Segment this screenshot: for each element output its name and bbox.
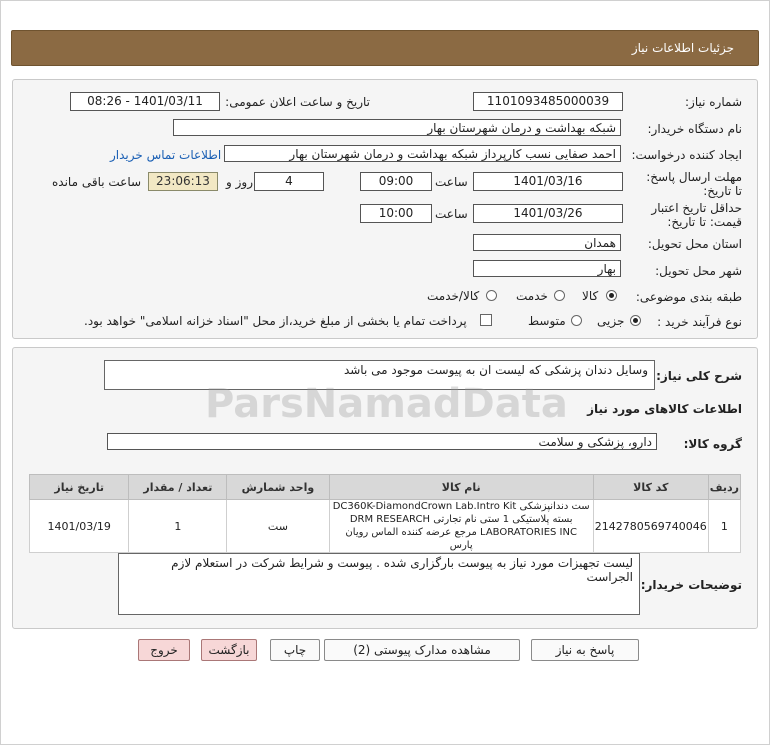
goods-group-label: گروه کالا: — [683, 437, 742, 451]
table-row — [30, 500, 741, 553]
creator-label: ایجاد کننده درخواست: — [631, 148, 742, 162]
contact-info-link[interactable]: اطلاعات تماس خریدار — [110, 148, 222, 162]
province-label: استان محل تحویل: — [647, 237, 742, 251]
col-unit: واحد شمارش — [227, 475, 329, 500]
print-button[interactable]: چاپ — [270, 639, 320, 661]
validity-time: 10:00 — [360, 204, 432, 223]
treasury-payment-checkbox[interactable] — [480, 314, 492, 326]
col-row: ردیف — [708, 475, 740, 500]
remaining-time-field: 23:06:13 — [148, 172, 218, 191]
category-radio-service[interactable] — [554, 290, 565, 301]
buyer-label: نام دستگاه خریدار: — [647, 122, 742, 136]
need-number-field: 1101093485000039 — [473, 92, 623, 111]
days-field: 4 — [254, 172, 324, 191]
category-radio-goods-service[interactable] — [486, 290, 497, 301]
city-field: بهار — [473, 260, 621, 277]
exit-button[interactable]: خروج — [138, 639, 190, 661]
page-title: جزئیات اطلاعات نیاز — [631, 41, 734, 55]
remaining-label: ساعت باقی مانده — [52, 175, 142, 189]
buyer-field: شبکه بهداشت و درمان شهرستان بهار — [173, 119, 621, 136]
send-deadline-label: مهلت ارسال پاسخ: تا تاریخ: — [646, 170, 742, 198]
summary-field: وسایل دندان پزشکی که لیست ان به پیوست موجود می باشد — [104, 360, 655, 390]
col-code: کد کالا — [593, 475, 708, 500]
announce-field: 1401/03/11 - 08:26 — [70, 92, 220, 111]
category-radio-goods[interactable] — [606, 290, 617, 301]
cell-name: ست دندانپزشکی DC360K-DiamondCrown Lab.Intro Kit بسته پلاستیکی 1 ستی نام تجارتی DRM RESEARCH LABORATORIES INC مرجع عرضه کننده الماس رویان پارس — [329, 500, 593, 553]
cell-unit: ست — [227, 500, 329, 553]
process-partial-label: جزیی — [597, 314, 625, 328]
process-radio-medium[interactable] — [571, 315, 582, 326]
col-qty: تعداد / مقدار — [129, 475, 227, 500]
cell-qty: 1 — [129, 500, 227, 553]
creator-field: احمد صفایی نسب کارپرداز شبکه بهداشت و درمان شهرستان بهار — [224, 145, 621, 162]
send-deadline-time: 09:00 — [360, 172, 432, 191]
category-goods-service-label: کالا/خدمت — [427, 289, 480, 303]
goods-table-header — [30, 475, 741, 500]
cell-code: 2142780569740046 — [593, 500, 708, 553]
col-date: تاریخ نیاز — [30, 475, 129, 500]
validity-label: حداقل تاریخ اعتبار قیمت: تا تاریخ: — [651, 201, 742, 229]
watermark-brand: ParsNamadData — [205, 381, 568, 427]
process-medium-label: متوسط — [528, 314, 566, 328]
treasury-payment-note: پرداخت تمام یا بخشی از مبلغ خرید،از محل "اسناد خزانه اسلامی" خواهد بود. — [84, 314, 467, 328]
announce-label: تاریخ و ساعت اعلان عمومی: — [225, 95, 370, 109]
back-button[interactable]: بازگشت — [201, 639, 257, 661]
reply-button[interactable]: پاسخ به نیاز — [531, 639, 639, 661]
validity-date: 1401/03/26 — [473, 204, 623, 223]
send-time-label: ساعت — [435, 175, 468, 189]
category-label: طبقه بندی موضوعی: — [635, 290, 742, 304]
buyer-notes-label: توضیحات خریدار: — [640, 578, 742, 592]
cell-date: 1401/03/19 — [30, 500, 129, 553]
page-header — [11, 30, 759, 66]
attachments-button[interactable]: مشاهده مدارک پیوستی (2) — [324, 639, 520, 661]
validity-time-label: ساعت — [435, 207, 468, 221]
need-number-label: شماره نیاز: — [685, 95, 742, 109]
send-deadline-date: 1401/03/16 — [473, 172, 623, 191]
summary-label: شرح کلی نیاز: — [656, 369, 742, 383]
days-label: روز و — [226, 175, 253, 189]
category-service-label: خدمت — [516, 289, 548, 303]
goods-section-title: اطلاعات کالاهای مورد نیاز — [587, 402, 742, 416]
goods-table — [29, 474, 741, 553]
col-name: نام کالا — [329, 475, 593, 500]
process-label: نوع فرآیند خرید : — [657, 315, 742, 329]
category-goods-label: کالا — [582, 289, 599, 303]
goods-group-field: دارو، پزشکی و سلامت — [107, 433, 657, 450]
city-label: شهر محل تحویل: — [655, 264, 742, 278]
buyer-notes-field: لیست تجهیزات مورد نیاز به پیوست بارگزاری شده . پیوست و شرایط شرکت در استعلام لازم الجراست — [118, 553, 640, 615]
province-field: همدان — [473, 234, 621, 251]
process-radio-partial[interactable] — [630, 315, 641, 326]
cell-row: 1 — [708, 500, 740, 553]
